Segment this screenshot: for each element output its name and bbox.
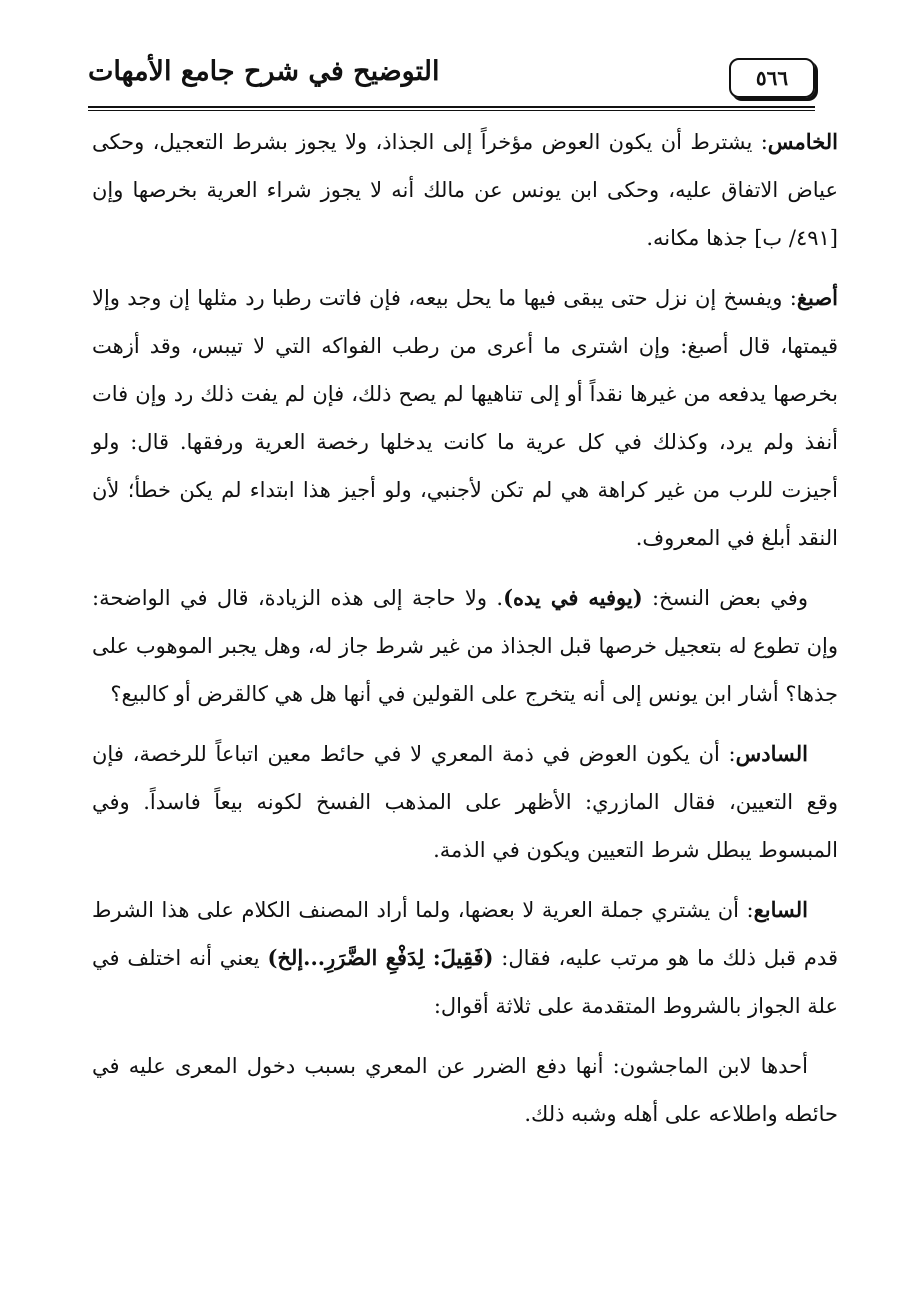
paragraph-copies xyxy=(92,574,838,718)
paragraph-text: أحدها لابن الماجشون: أنها دفع الضرر عن المعري بسبب دخول المعرى عليه في حائطه واطلاعه على أهله وشبه ذلك. xyxy=(92,1054,838,1126)
paragraph-text: : أن يشتري جملة العرية لا بعضها، ولما أراد المصنف الكلام على هذا الشرط قدم قبل ذلك ما هو مرتب عليه، فقال: xyxy=(92,898,838,970)
paragraph-text: : أن يكون العوض في ذمة المعري لا في حائط معين اتباعاً للرخصة، فإن وقع التعيين، فقال المازري: الأظهر على المذهب الفسخ لكونه بيعاً فاسداً. وفي المبسوط يبطل شرط التعيين ويكون في الذمة. xyxy=(92,742,838,862)
paragraph-lead: السابع xyxy=(753,897,808,922)
paragraph-sixth xyxy=(92,730,838,874)
header-rule-thin xyxy=(88,110,815,111)
page-number-box: ٥٦٦ xyxy=(729,58,815,98)
matn-quote: (فَقِيلَ: لِدَفْعِ الضَّرَرِ...إلخ) xyxy=(267,945,494,970)
paragraph-lead: السادس xyxy=(735,741,808,766)
paragraph-seventh xyxy=(92,886,838,1030)
paragraph-text: : ويفسخ إن نزل حتى يبقى فيها ما يحل بيعه، فإن فاتت رطبا رد مثلها إن وجد وإلا قيمتها، قال أصبغ: وإن اشترى ما أعرى من رطب الفواكه التي لا تيبس، وقد أزهت بخرصها يدفعه من غيرها نقداً أو إلى تناهيها لم يصح ذلك، فإن لم يفت ذلك رد وإن فات أنفذ ولم يرد، وكذلك في كل عرية ما كانت يدخلها رخصة العرية ورفقها. قال: ولو أجيزت للرب من غير كراهة هي لم تكن لأجنبي، ولو أجيز هذا ابتداء لم يكن خطأ؛ لأن النقد أبلغ في المعروف. xyxy=(92,286,838,550)
paragraph-text: . ولا حاجة إلى هذه الزيادة، قال في الواضحة: وإن تطوع له بتعجيل خرصها قبل الجذاذ من غير شرط جاز له، وهل يجبر الموهوب على جذها؟ أشار ابن يونس إلى أنه يتخرج على القولين في أنها هل هي كالقرض أو كالبيع؟ xyxy=(92,586,838,706)
header-rule xyxy=(88,106,815,108)
paragraph-text: وفي بعض النسخ: xyxy=(642,586,808,610)
paragraph-asbagh xyxy=(92,274,838,562)
paragraph-first-view xyxy=(92,1042,838,1138)
paragraph-text: : يشترط أن يكون العوض مؤخراً إلى الجذاذ، ولا يجوز بشرط التعجيل، وحكى عياض الاتفاق عليه، وحكى ابن يونس عن مالك أنه لا يجوز شراء العرية بخرصها وإن [٤٩١/ ب] جذها مكانه. xyxy=(92,130,838,250)
paragraph-lead: الخامس xyxy=(767,129,838,154)
matn-quote: (يوفيه في يده) xyxy=(503,585,643,610)
page-header xyxy=(88,58,815,102)
body-text xyxy=(92,118,838,1150)
paragraph-lead: أصبغ xyxy=(796,285,838,310)
paragraph-fifth xyxy=(92,118,838,262)
running-title: التوضيح في شرح جامع الأمهات xyxy=(88,56,440,87)
paragraph-text: يعني أنه اختلف في علة الجواز بالشروط المتقدمة على ثلاثة أقوال: xyxy=(92,946,838,1018)
